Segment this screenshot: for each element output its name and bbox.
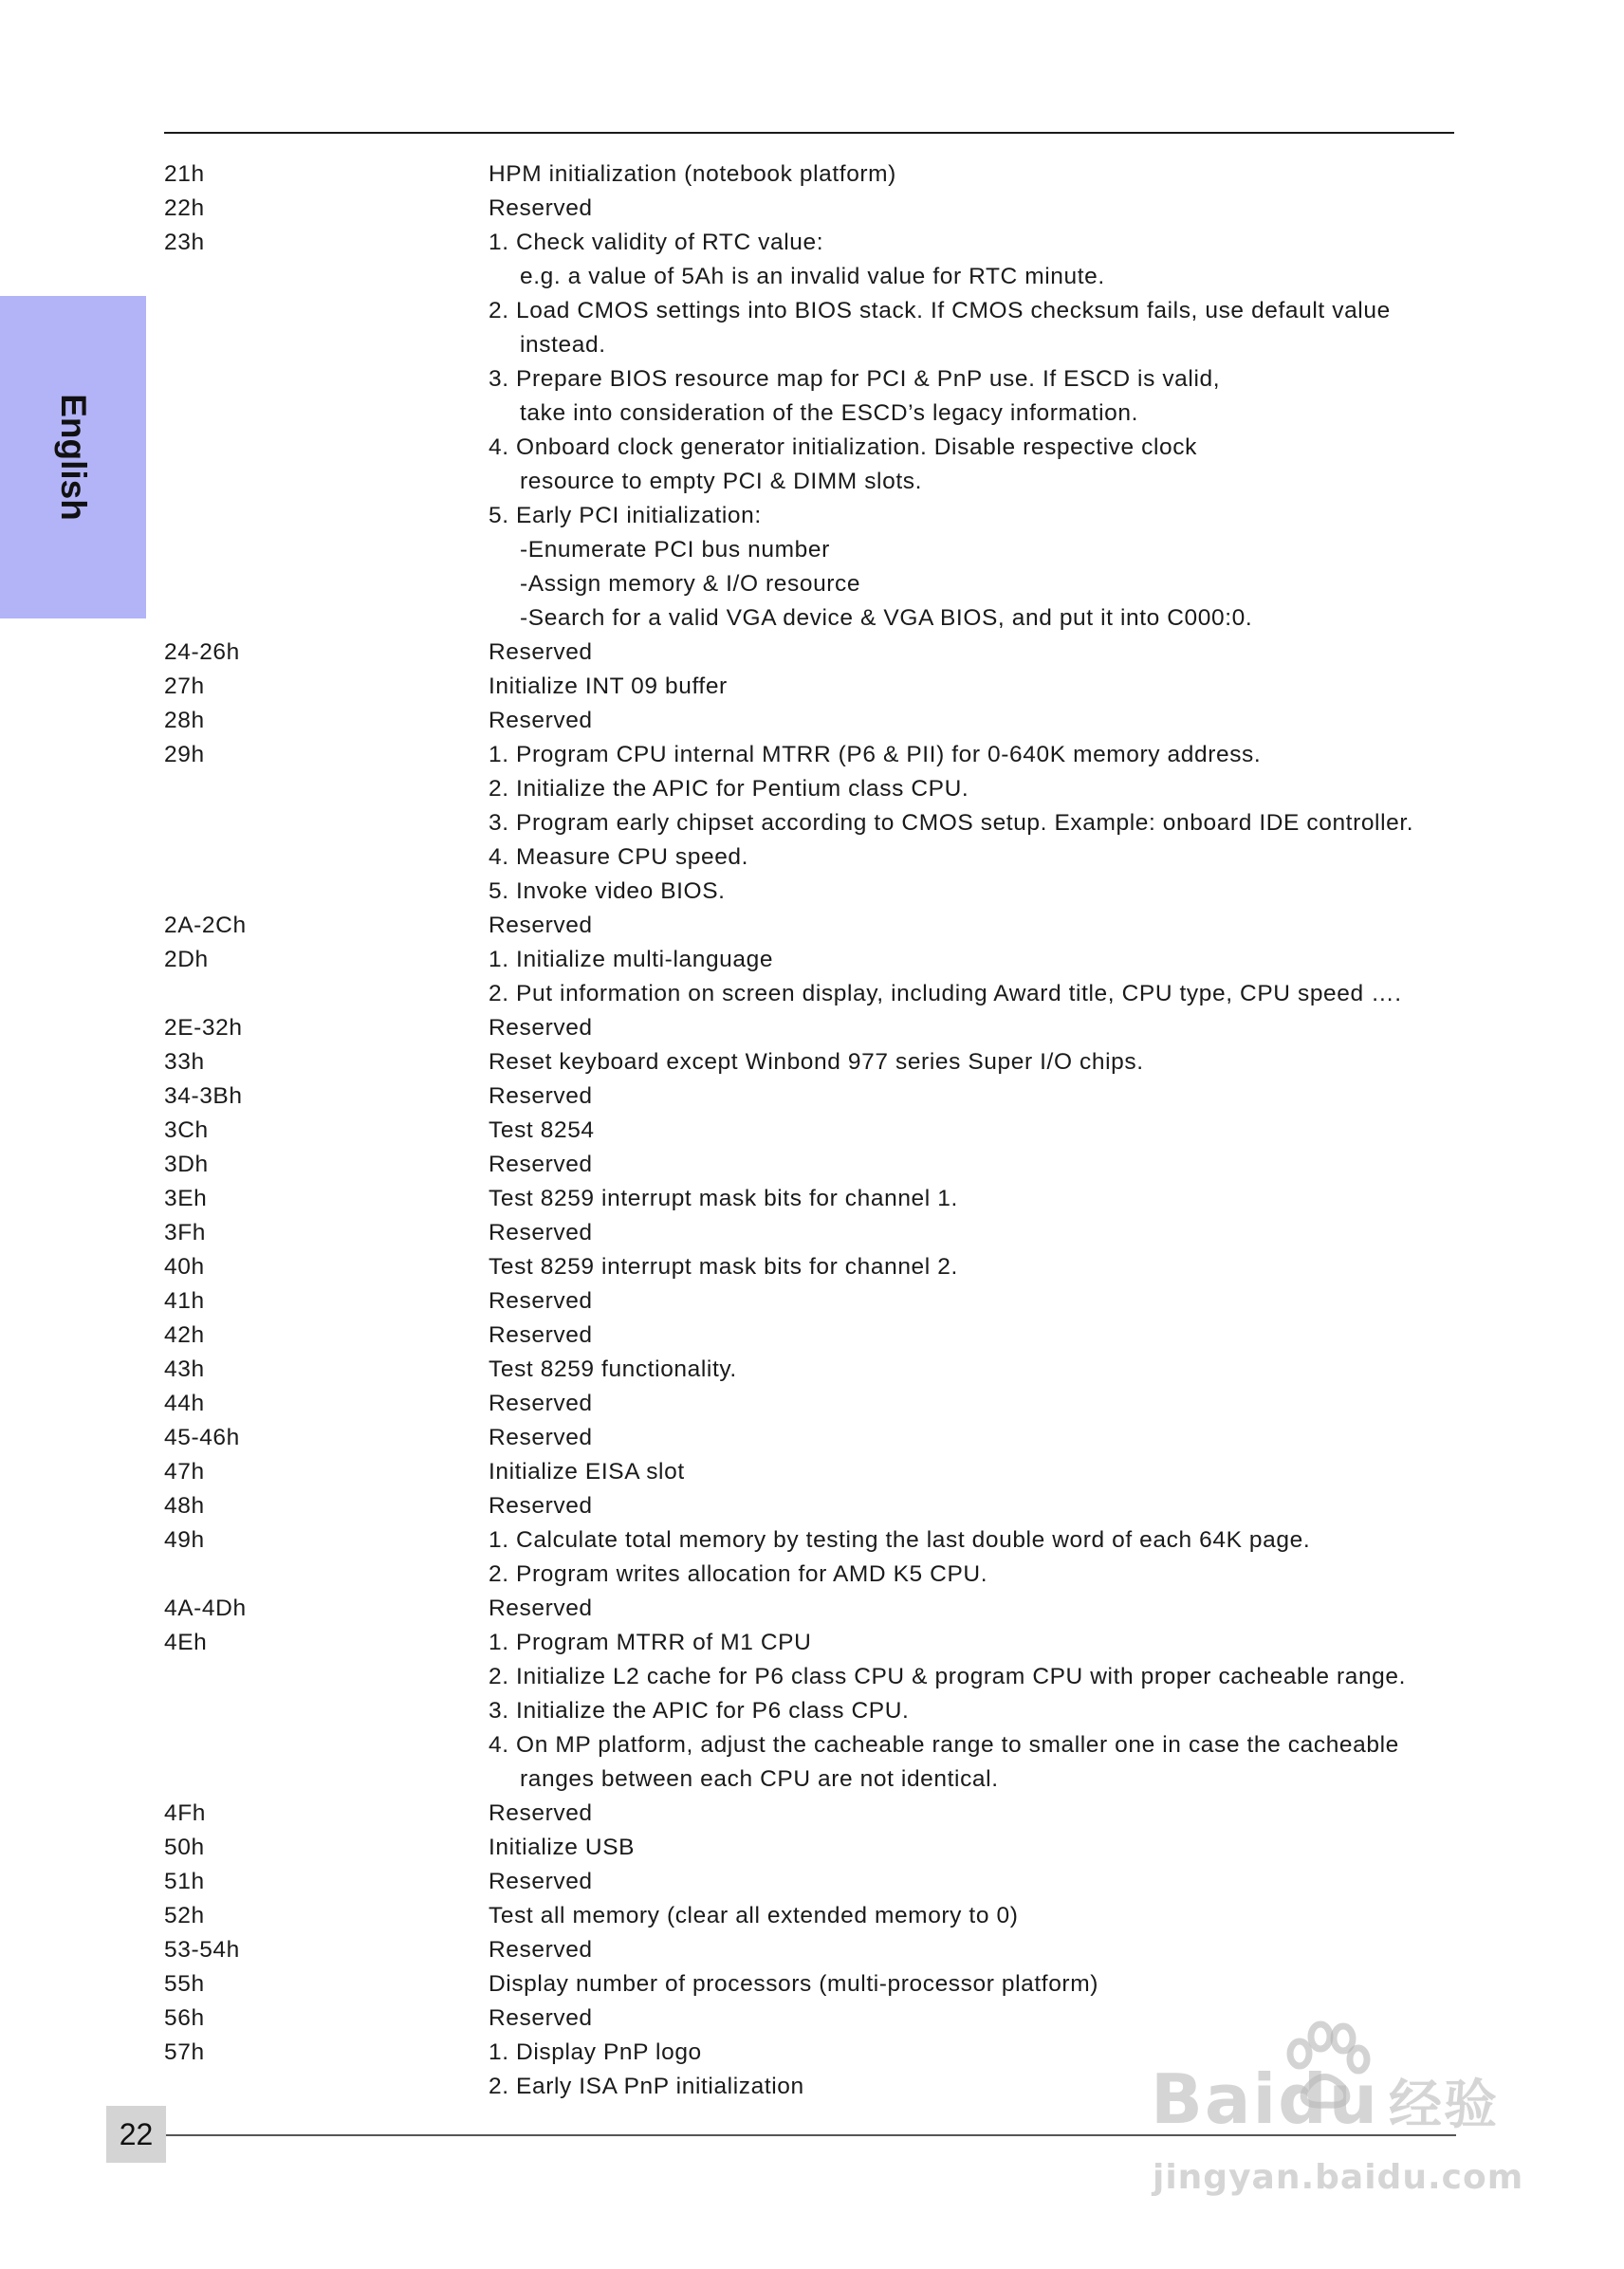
post-code: 47h xyxy=(164,1459,205,1485)
description-line: 3. Prepare BIOS resource map for PCI & PnP use. If ESCD is valid, xyxy=(489,366,1221,392)
post-code-description xyxy=(489,157,1473,192)
post-code-description xyxy=(489,1182,1473,1216)
description-line: Initialize INT 09 buffer xyxy=(489,673,728,699)
post-code: 27h xyxy=(164,673,205,699)
post-code-entry xyxy=(164,1011,1473,1045)
post-code-entry xyxy=(164,1489,1473,1523)
description-line: Reserved xyxy=(489,195,593,221)
description-line: resource to empty PCI & DIMM slots. xyxy=(520,469,922,494)
post-code-entry xyxy=(164,1626,1473,1797)
page-number: 22 xyxy=(106,2106,166,2163)
description-line: 5. Early PCI initialization: xyxy=(489,503,762,528)
post-code-entry xyxy=(164,1797,1473,1831)
post-code: 44h xyxy=(164,1391,205,1416)
post-code-table xyxy=(164,157,1473,2104)
post-code-description xyxy=(489,1387,1473,1421)
description-line: 2. Put information on screen display, including Award title, CPU type, CPU speed …. xyxy=(489,981,1402,1006)
post-code: 49h xyxy=(164,1527,205,1553)
description-line: Reserved xyxy=(489,1083,593,1109)
description-line: Reserved xyxy=(489,1596,593,1621)
description-line: Reserved xyxy=(489,708,593,733)
post-code-description xyxy=(489,1250,1473,1284)
post-code-entry xyxy=(164,1523,1473,1592)
post-code: 2A-2Ch xyxy=(164,913,247,938)
post-code-entry xyxy=(164,670,1473,704)
post-code: 33h xyxy=(164,1049,205,1075)
post-code-entry xyxy=(164,943,1473,1011)
post-code: 52h xyxy=(164,1903,205,1928)
post-code: 43h xyxy=(164,1356,205,1382)
post-code-entry xyxy=(164,738,1473,909)
post-code-description xyxy=(489,1045,1473,1079)
post-code-entry xyxy=(164,1250,1473,1284)
description-line: Reserved xyxy=(489,1220,593,1245)
post-code-description xyxy=(489,704,1473,738)
description-line: 2. Initialize L2 cache for P6 class CPU & program CPU with proper cacheable range. xyxy=(489,1664,1407,1689)
description-line: Initialize EISA slot xyxy=(489,1459,685,1485)
description-line: 1. Calculate total memory by testing the last double word of each 64K page. xyxy=(489,1527,1311,1553)
description-line: -Assign memory & I/O resource xyxy=(520,571,861,597)
post-code-entry xyxy=(164,1182,1473,1216)
description-line: Reserved xyxy=(489,2005,593,2031)
post-code-description xyxy=(489,1148,1473,1182)
watermark-logo-text: Baidu 经验 xyxy=(1151,2059,1499,2139)
description-line: 2. Early ISA PnP initialization xyxy=(489,2074,804,2099)
post-code-entry xyxy=(164,1899,1473,1933)
description-line: Reserved xyxy=(489,1322,593,1348)
post-code-description xyxy=(489,1831,1473,1865)
post-code-description xyxy=(489,1455,1473,1489)
post-code-description xyxy=(489,909,1473,943)
post-code: 3Eh xyxy=(164,1186,208,1211)
post-code: 3Ch xyxy=(164,1117,209,1143)
post-code: 57h xyxy=(164,2039,205,2065)
post-code-description xyxy=(489,738,1473,909)
post-code-entry xyxy=(164,1079,1473,1114)
description-line: Reserved xyxy=(489,1288,593,1314)
description-line: Initialize USB xyxy=(489,1835,636,1860)
post-code-entry xyxy=(164,704,1473,738)
post-code: 2Dh xyxy=(164,947,209,972)
post-code-description xyxy=(489,1626,1473,1797)
post-code: 29h xyxy=(164,742,205,767)
description-line: 2. Program writes allocation for AMD K5 CPU. xyxy=(489,1561,988,1587)
description-line: 4. On MP platform, adjust the cacheable range to smaller one in case the cacheable xyxy=(489,1732,1399,1758)
description-line: Test 8254 xyxy=(489,1117,595,1143)
post-code-description xyxy=(489,192,1473,226)
post-code-entry xyxy=(164,1045,1473,1079)
post-code: 48h xyxy=(164,1493,205,1519)
post-code: 28h xyxy=(164,708,205,733)
description-line: Test 8259 interrupt mask bits for channel 1. xyxy=(489,1186,958,1211)
post-code: 45-46h xyxy=(164,1425,240,1450)
post-code: 41h xyxy=(164,1288,205,1314)
post-code-entry xyxy=(164,1455,1473,1489)
description-line: Reserved xyxy=(489,1391,593,1416)
post-code-description xyxy=(489,1216,1473,1250)
post-code: 23h xyxy=(164,230,205,255)
post-code-entry xyxy=(164,1216,1473,1250)
description-line: 1. Initialize multi-language xyxy=(489,947,774,972)
post-code-description xyxy=(489,1933,1473,1967)
description-line: take into consideration of the ESCD’s legacy information. xyxy=(520,400,1139,426)
description-line: 1. Program MTRR of M1 CPU xyxy=(489,1630,812,1655)
post-code-entry xyxy=(164,1114,1473,1148)
description-line: 2. Load CMOS settings into BIOS stack. If CMOS checksum fails, use default value xyxy=(489,298,1391,323)
post-code-description xyxy=(489,1865,1473,1899)
description-line: Reserved xyxy=(489,913,593,938)
post-code-entry xyxy=(164,636,1473,670)
post-code-description xyxy=(489,1967,1473,2002)
post-code-description xyxy=(489,1079,1473,1114)
description-line: Reserved xyxy=(489,1152,593,1177)
description-line: -Enumerate PCI bus number xyxy=(520,537,830,563)
description-line: Display number of processors (multi-processor platform) xyxy=(489,1971,1098,1997)
post-code-entry xyxy=(164,1387,1473,1421)
post-code-description xyxy=(489,1523,1473,1592)
post-code-description xyxy=(489,1592,1473,1626)
post-code-entry xyxy=(164,909,1473,943)
description-line: instead. xyxy=(520,332,606,358)
post-code: 53-54h xyxy=(164,1937,240,1963)
post-code: 4A-4Dh xyxy=(164,1596,247,1621)
post-code-description xyxy=(489,943,1473,1011)
description-line: ranges between each CPU are not identical. xyxy=(520,1766,999,1792)
post-code: 40h xyxy=(164,1254,205,1280)
description-line: Reserved xyxy=(489,1425,593,1450)
description-line: 4. Measure CPU speed. xyxy=(489,844,749,870)
post-code-entry xyxy=(164,1592,1473,1626)
post-code-description xyxy=(489,1489,1473,1523)
post-code-entry xyxy=(164,1353,1473,1387)
description-line: Reserved xyxy=(489,639,593,665)
description-line: Reset keyboard except Winbond 977 series Super I/O chips. xyxy=(489,1049,1144,1075)
post-code: 24-26h xyxy=(164,639,240,665)
post-code-description xyxy=(489,1284,1473,1319)
description-line: 1. Display PnP logo xyxy=(489,2039,702,2065)
description-line: Reserved xyxy=(489,1800,593,1826)
post-code-entry xyxy=(164,1421,1473,1455)
post-code-entry xyxy=(164,1865,1473,1899)
post-code-description xyxy=(489,670,1473,704)
post-code-entry xyxy=(164,1933,1473,1967)
post-code: 3Dh xyxy=(164,1152,209,1177)
post-code-entry xyxy=(164,1284,1473,1319)
post-code: 34-3Bh xyxy=(164,1083,243,1109)
post-code-description xyxy=(489,636,1473,670)
post-code-entry xyxy=(164,192,1473,226)
description-line: Reserved xyxy=(489,1015,593,1041)
post-code-entry xyxy=(164,1148,1473,1182)
post-code-description xyxy=(489,1114,1473,1148)
description-line: Test all memory (clear all extended memory to 0) xyxy=(489,1903,1019,1928)
description-line: HPM initialization (notebook platform) xyxy=(489,161,896,187)
post-code-description xyxy=(489,1011,1473,1045)
post-code-description xyxy=(489,1421,1473,1455)
description-line: e.g. a value of 5Ah is an invalid value for RTC minute. xyxy=(520,264,1105,289)
watermark-url: jingyan.baidu.com xyxy=(1153,2158,1524,2197)
post-code-description xyxy=(489,1319,1473,1353)
side-tab-label: English xyxy=(54,394,93,521)
post-code-entry xyxy=(164,157,1473,192)
post-code: 4Eh xyxy=(164,1630,208,1655)
post-code: 3Fh xyxy=(164,1220,207,1245)
description-line: 5. Invoke video BIOS. xyxy=(489,878,726,904)
post-code-description xyxy=(489,226,1473,636)
post-code: 2E-32h xyxy=(164,1015,243,1041)
post-code-description xyxy=(489,1353,1473,1387)
description-line: Test 8259 functionality. xyxy=(489,1356,737,1382)
post-code-entry xyxy=(164,226,1473,636)
post-code: 50h xyxy=(164,1835,205,1860)
post-code-entry xyxy=(164,1967,1473,2002)
description-line: Reserved xyxy=(489,1869,593,1894)
post-code-entry xyxy=(164,1831,1473,1865)
post-code-description xyxy=(489,1899,1473,1933)
baidu-watermark xyxy=(1124,2016,1522,2205)
description-line: 3. Initialize the APIC for P6 class CPU. xyxy=(489,1698,910,1724)
post-code: 42h xyxy=(164,1322,205,1348)
post-code: 22h xyxy=(164,195,205,221)
header-rule xyxy=(164,132,1454,134)
description-line: 2. Initialize the APIC for Pentium class CPU. xyxy=(489,776,969,802)
description-line: 3. Program early chipset according to CMOS setup. Example: onboard IDE controller. xyxy=(489,810,1414,836)
post-code: 51h xyxy=(164,1869,205,1894)
post-code-entry xyxy=(164,1319,1473,1353)
post-code: 55h xyxy=(164,1971,205,1997)
language-side-tab xyxy=(0,296,146,618)
post-code: 56h xyxy=(164,2005,205,2031)
description-line: 1. Check validity of RTC value: xyxy=(489,230,824,255)
description-line: -Search for a valid VGA device & VGA BIOS, and put it into C000:0. xyxy=(520,605,1253,631)
description-line: Test 8259 interrupt mask bits for channel 2. xyxy=(489,1254,958,1280)
description-line: Reserved xyxy=(489,1937,593,1963)
description-line: Reserved xyxy=(489,1493,593,1519)
post-code-description xyxy=(489,1797,1473,1831)
post-code: 21h xyxy=(164,161,205,187)
description-line: 4. Onboard clock generator initialization. Disable respective clock xyxy=(489,434,1197,460)
post-code: 4Fh xyxy=(164,1800,207,1826)
description-line: 1. Program CPU internal MTRR (P6 & PII) for 0-640K memory address. xyxy=(489,742,1262,767)
